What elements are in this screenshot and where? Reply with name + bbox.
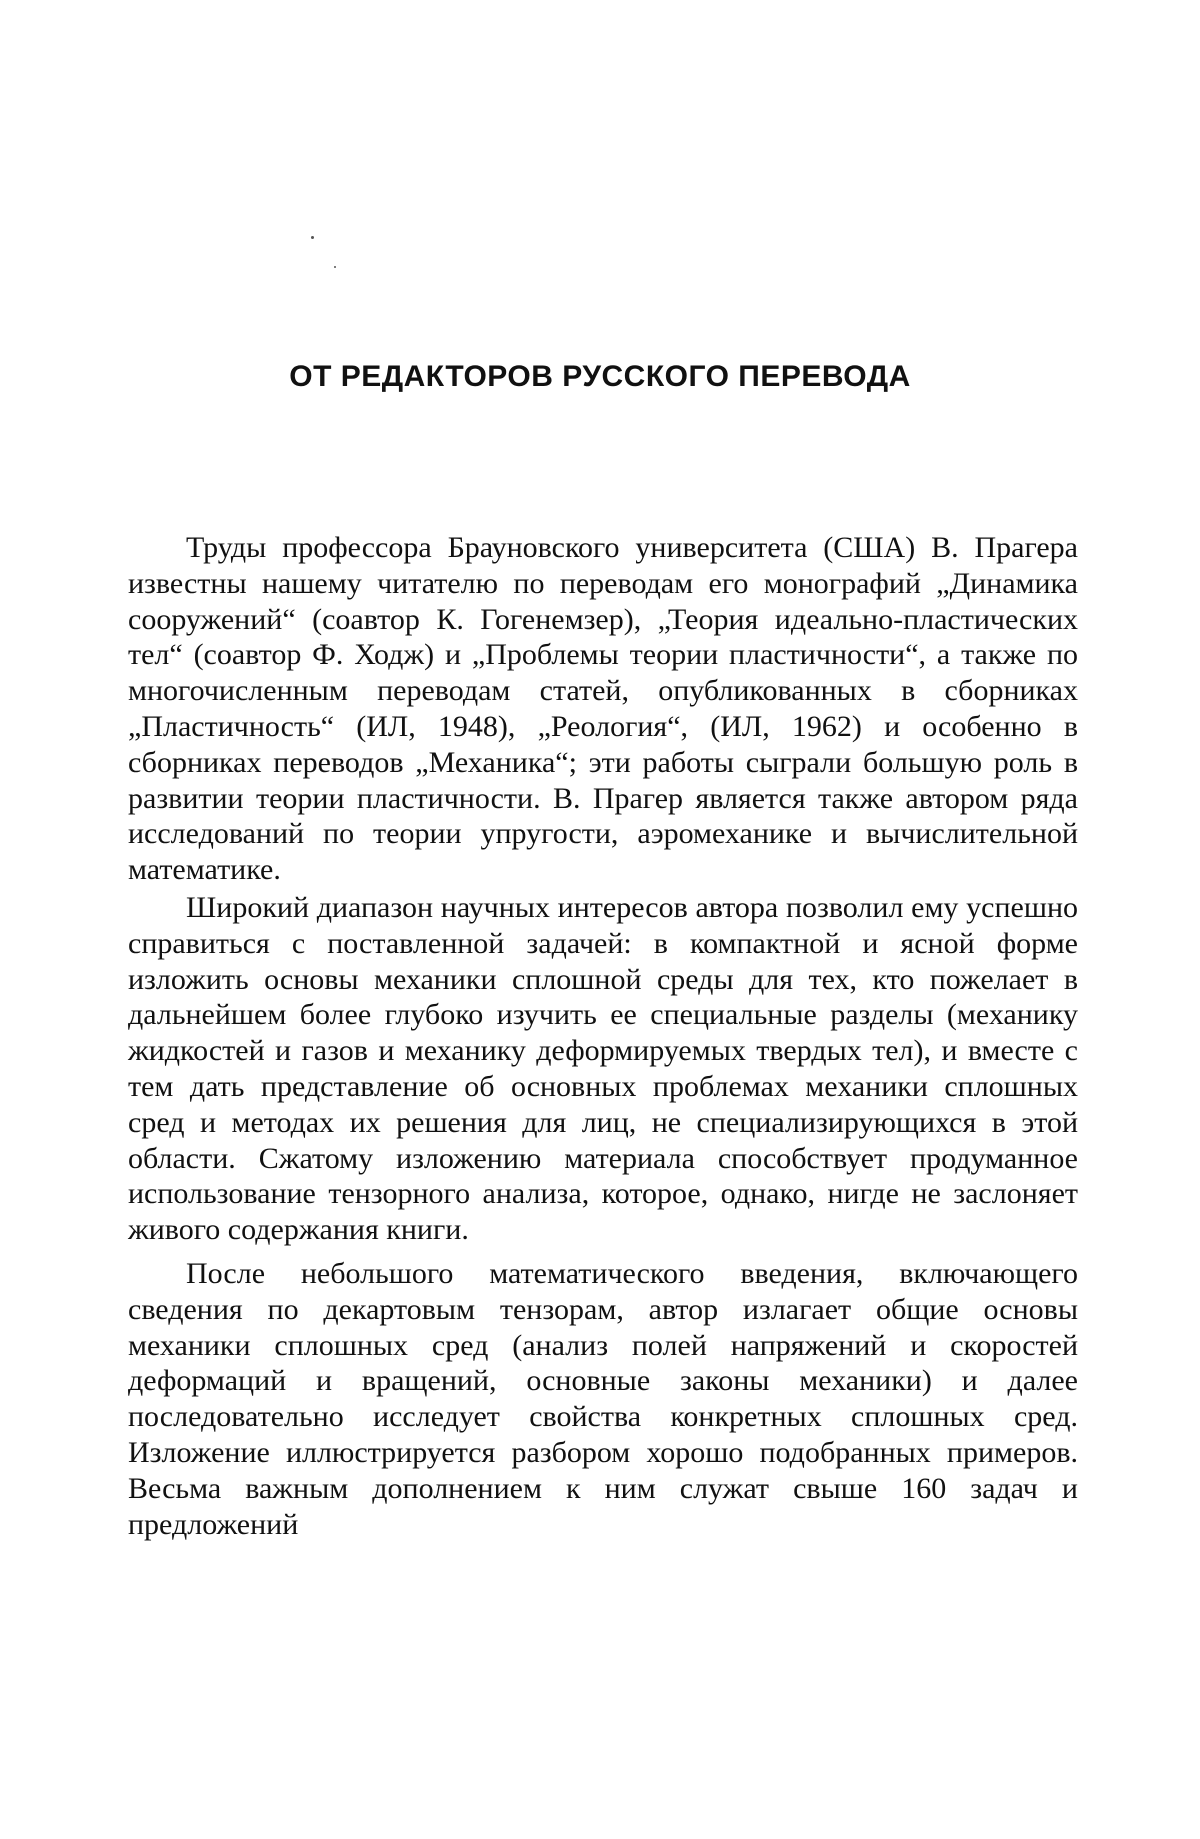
paragraph-3: После небольшого математического введения, включающего сведения по декартовым тензорам, автор излагает общие основы механики сплошных сред (анализ полей напряжений и скоростей деформаций и вращений, основные законы механики) и далее последовательно исследует свойства конкретных сплошных сред. Изложение иллюстрируется разбором хорошо подобранных примеров. Весьма важным дополнением к ним служат свыше 160 задач и предложений [128,1256,1078,1541]
paragraph-1: Труды профессора Брауновского университета (США) В. Прагера известны нашему читателю по переводам его монографий „Динамика сооружений“ (соавтор К. Гогенемзер), „Теория идеально-пластических тел“ (соавтор Ф. Ходж) и „Проблемы теории пластичности“, а также по многочисленным переводам статей, опубликованных в сборниках „Пластичность“ (ИЛ, 1948), „Реология“, (ИЛ, 1962) и особенно в сборниках переводов „Механика“; эти работы сыграли большую роль в развитии теории пластичности. В. Прагер является также автором ряда исследований по теории упругости, аэромеханике и вычислительной математике. [128,531,1078,887]
print-speck [311,236,314,239]
page-title: ОТ РЕДАКТОРОВ РУССКОГО ПЕРЕВОДА [289,360,911,393]
print-speck [334,266,336,268]
body-text [128,530,1078,1542]
paragraph-2: Широкий диапазон научных интересов автора позволил ему успешно справиться с поставленной задачей: в компактной и ясной форме изложить основы механики сплошной среды для тех, кто пожелает в дальнейшем более глубоко изучить ее специальные разделы (механику жидкостей и газов и механику деформируемых твердых тел), и вместе с тем дать представление об основных проблемах механики сплошных сред и методах их решения для лиц, не специализирующихся в этой области. Сжатому изложению материала способствует продуманное использование тензорного анализа, которое, однако, нигде не заслоняет живого содержания книги. [128,890,1078,1247]
